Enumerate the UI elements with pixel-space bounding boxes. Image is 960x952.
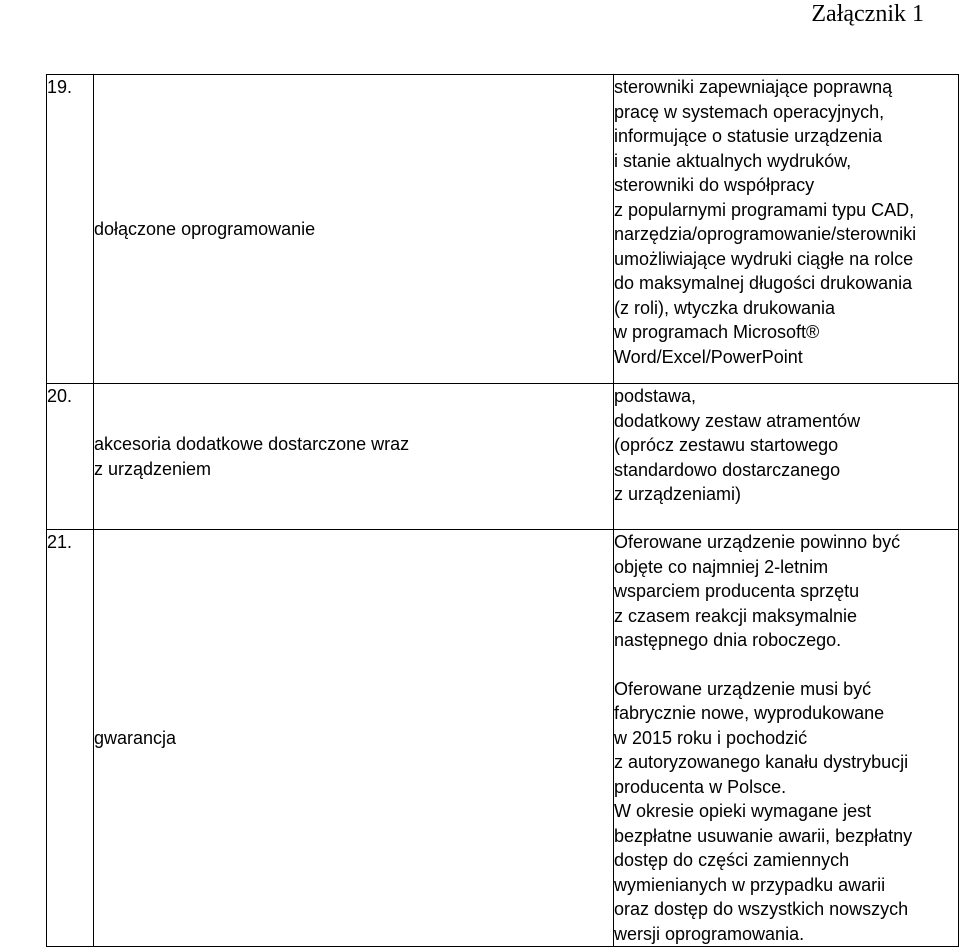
description-line: bezpłatne usuwanie awarii, bezpłatny: [614, 825, 913, 846]
row-number: 20.: [47, 384, 94, 530]
row-name: gwarancja: [94, 530, 614, 947]
description-line: wersji oprogramowania.: [614, 923, 805, 944]
description-line: i stanie aktualnych wydruków,: [614, 150, 852, 171]
description-line: z czasem reakcji maksymalnie: [614, 605, 858, 626]
description-line: narzędzia/oprogramowanie/sterowniki: [614, 224, 917, 244]
row-number: 21.: [47, 530, 94, 947]
description-line: wymienianych w przypadku awarii: [614, 874, 886, 895]
table-row: [47, 75, 959, 384]
description-line: z autoryzowanego kanału dystrybucji: [614, 752, 909, 772]
description-line: sterowniki do współpracy: [614, 175, 815, 195]
row-name: [94, 384, 614, 530]
row-number: 19.: [47, 75, 94, 384]
specification-table: [46, 74, 959, 947]
description-line: Oferowane urządzenie musi być: [614, 678, 872, 699]
row-name: dołączone oprogramowanie: [94, 75, 614, 384]
description-line: objęte co najmniej 2-letnim: [614, 556, 829, 577]
description-line: dodatkowy zestaw atramentów: [614, 410, 861, 431]
description-line: W okresie opieki wymagane jest: [614, 801, 872, 821]
row-description: [614, 384, 959, 530]
description-line: z popularnymi programami typu CAD,: [614, 199, 915, 220]
description-line: Word/Excel/PowerPoint: [614, 346, 803, 367]
description-line: w programach Microsoft®: [614, 322, 820, 342]
description-line: do maksymalnej długości drukowania: [614, 273, 913, 293]
description-line: producenta w Polsce.: [614, 776, 787, 797]
description-line: w 2015 roku i pochodzić: [614, 727, 808, 748]
table-row: [47, 530, 959, 947]
description-line: dostęp do części zamiennych: [614, 850, 850, 870]
description-line: informujące o statusie urządzenia: [614, 126, 883, 146]
description-line: z urządzeniami): [614, 484, 742, 504]
description-line: sterowniki zapewniające poprawną: [614, 77, 893, 97]
row-description: [614, 75, 959, 384]
description-line: podstawa,: [614, 386, 697, 406]
name-line: akcesoria dodatkowe dostarczone wraz: [94, 434, 410, 454]
attachment-label: Załącznik 1: [811, 1, 924, 27]
description-line: Oferowane urządzenie powinno być: [614, 532, 901, 552]
description-line: standardowo dostarczanego: [614, 459, 841, 480]
description-line: pracę w systemach operacyjnych,: [614, 101, 885, 122]
row-description: [614, 530, 959, 947]
description-line: (oprócz zestawu startowego: [614, 435, 839, 455]
description-line: (z roli), wtyczka drukowania: [614, 297, 836, 318]
table-row: [47, 384, 959, 530]
description-line: oraz dostęp do wszystkich nowszych: [614, 899, 909, 919]
description-line: fabrycznie nowe, wyprodukowane: [614, 703, 885, 723]
paragraph-gap: [614, 653, 958, 677]
description-line: następnego dnia roboczego.: [614, 630, 842, 650]
name-line: z urządzeniem: [94, 458, 212, 479]
description-line: umożliwiające wydruki ciągłe na rolce: [614, 248, 914, 269]
description-line: wsparciem producenta sprzętu: [614, 581, 860, 601]
